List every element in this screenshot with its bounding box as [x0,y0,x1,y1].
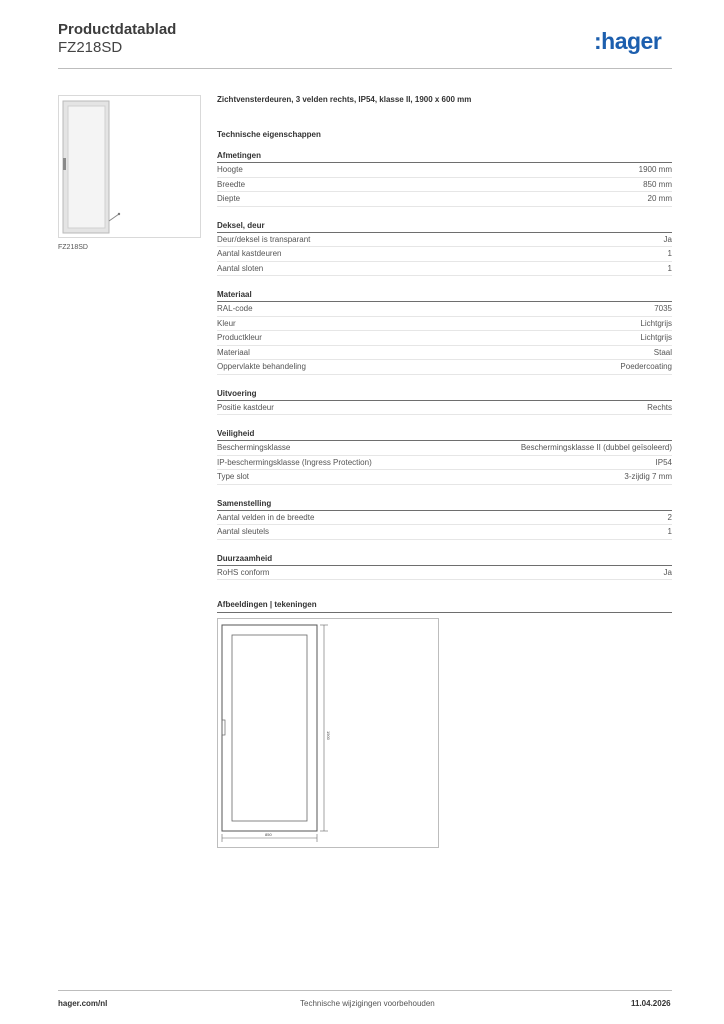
product-image [58,95,201,238]
spec-value: IP54 [655,457,672,467]
spec-label: Aantal velden in de breedte [217,512,315,522]
spec-value: 1 [667,249,672,258]
spec-row [217,441,672,456]
spec-label: Breedte [217,179,246,189]
tech-heading: Technische eigenschappen [217,130,321,139]
section-title: Afmetingen [217,151,672,163]
technical-drawing [217,618,439,848]
spec-section [217,290,672,375]
spec-label: Oppervlakte behandeling [217,362,306,371]
height-dimension: 1900 [326,731,331,740]
spec-row [217,525,672,540]
spec-section [217,151,672,207]
spec-row [217,192,672,207]
spec-row [217,331,672,346]
spec-row [217,346,672,361]
spec-value: 1 [667,263,672,273]
spec-section [217,221,672,277]
footer-disclaimer: Technische wijzigingen voorbehouden [300,999,435,1008]
spec-row [217,470,672,485]
spec-label: Kleur [217,318,236,328]
door-product-image [59,96,200,237]
product-description: Zichtvensterdeuren, 3 velden rechts, IP54, klasse II, 1900 x 600 mm [217,95,472,104]
drawings-divider [217,612,672,613]
spec-row [217,360,672,375]
section-title: Duurzaamheid [217,554,672,566]
spec-value: Lichtgrijs [640,318,672,328]
spec-label: Type slot [217,472,250,481]
section-title: Materiaal [217,290,672,302]
spec-label: Materiaal [217,347,250,357]
hager-logo[interactable]: :hager [594,28,662,54]
spec-label: Diepte [217,194,241,203]
spec-value: 3-zijdig 7 mm [624,472,672,481]
section-title: Samenstelling [217,499,672,511]
spec-value: Lichtgrijs [640,333,672,342]
spec-section [217,499,672,540]
spec-value: 1900 mm [638,165,672,174]
spec-value: Rechts [647,402,672,412]
footer-divider [58,990,672,991]
spec-row [217,456,672,471]
spec-value: Beschermingsklasse II (dubbel geïsoleerd) [520,443,672,452]
page-title: Productdatablad [58,21,177,38]
spec-row [217,247,672,262]
spec-column [217,95,672,580]
spec-value: 850 mm [643,179,672,189]
spec-value: Poedercoating [620,362,672,371]
spec-label: Aantal sleutels [217,527,270,536]
spec-value: Staal [653,347,672,357]
spec-label: RoHS conform [217,567,270,577]
spec-row [217,178,672,193]
spec-row [217,302,672,317]
spec-label: Productkleur [217,333,262,342]
spec-label: Aantal sloten [217,263,264,273]
spec-section [217,389,672,416]
spec-row [217,262,672,277]
spec-value: 2 [667,512,672,522]
section-title: Deksel, deur [217,221,672,233]
door-drawing [218,619,438,847]
spec-row [217,317,672,332]
section-title: Uitvoering [217,389,672,401]
drawings-heading: Afbeeldingen | tekeningen [217,600,317,609]
width-dimension: 850 [265,832,272,837]
spec-row [217,566,672,581]
spec-value: 7035 [654,304,672,313]
spec-row [217,163,672,178]
image-caption: FZ218SD [58,244,88,251]
spec-section [217,429,672,485]
spec-row [217,401,672,416]
spec-label: Aantal kastdeuren [217,249,282,258]
spec-label: Deur/deksel is transparant [217,234,311,244]
spec-value: Ja [663,567,672,577]
spec-value: 1 [667,527,672,536]
footer-website-link[interactable]: hager.com/nl [58,999,108,1008]
spec-value: Ja [663,234,672,244]
spec-label: Hoogte [217,165,243,174]
spec-label: IP-beschermingsklasse (Ingress Protection) [217,457,372,467]
header-divider [58,68,672,69]
footer-date: 11.04.2026 [631,999,671,1008]
section-title: Veiligheid [217,429,672,441]
spec-row [217,511,672,526]
spec-label: RAL-code [217,304,253,313]
spec-section [217,554,672,581]
spec-label: Positie kastdeur [217,402,274,412]
spec-sections [217,151,672,580]
spec-row [217,233,672,248]
spec-value: 20 mm [647,194,672,203]
product-code: FZ218SD [58,39,123,56]
spec-label: Beschermingsklasse [217,443,291,452]
